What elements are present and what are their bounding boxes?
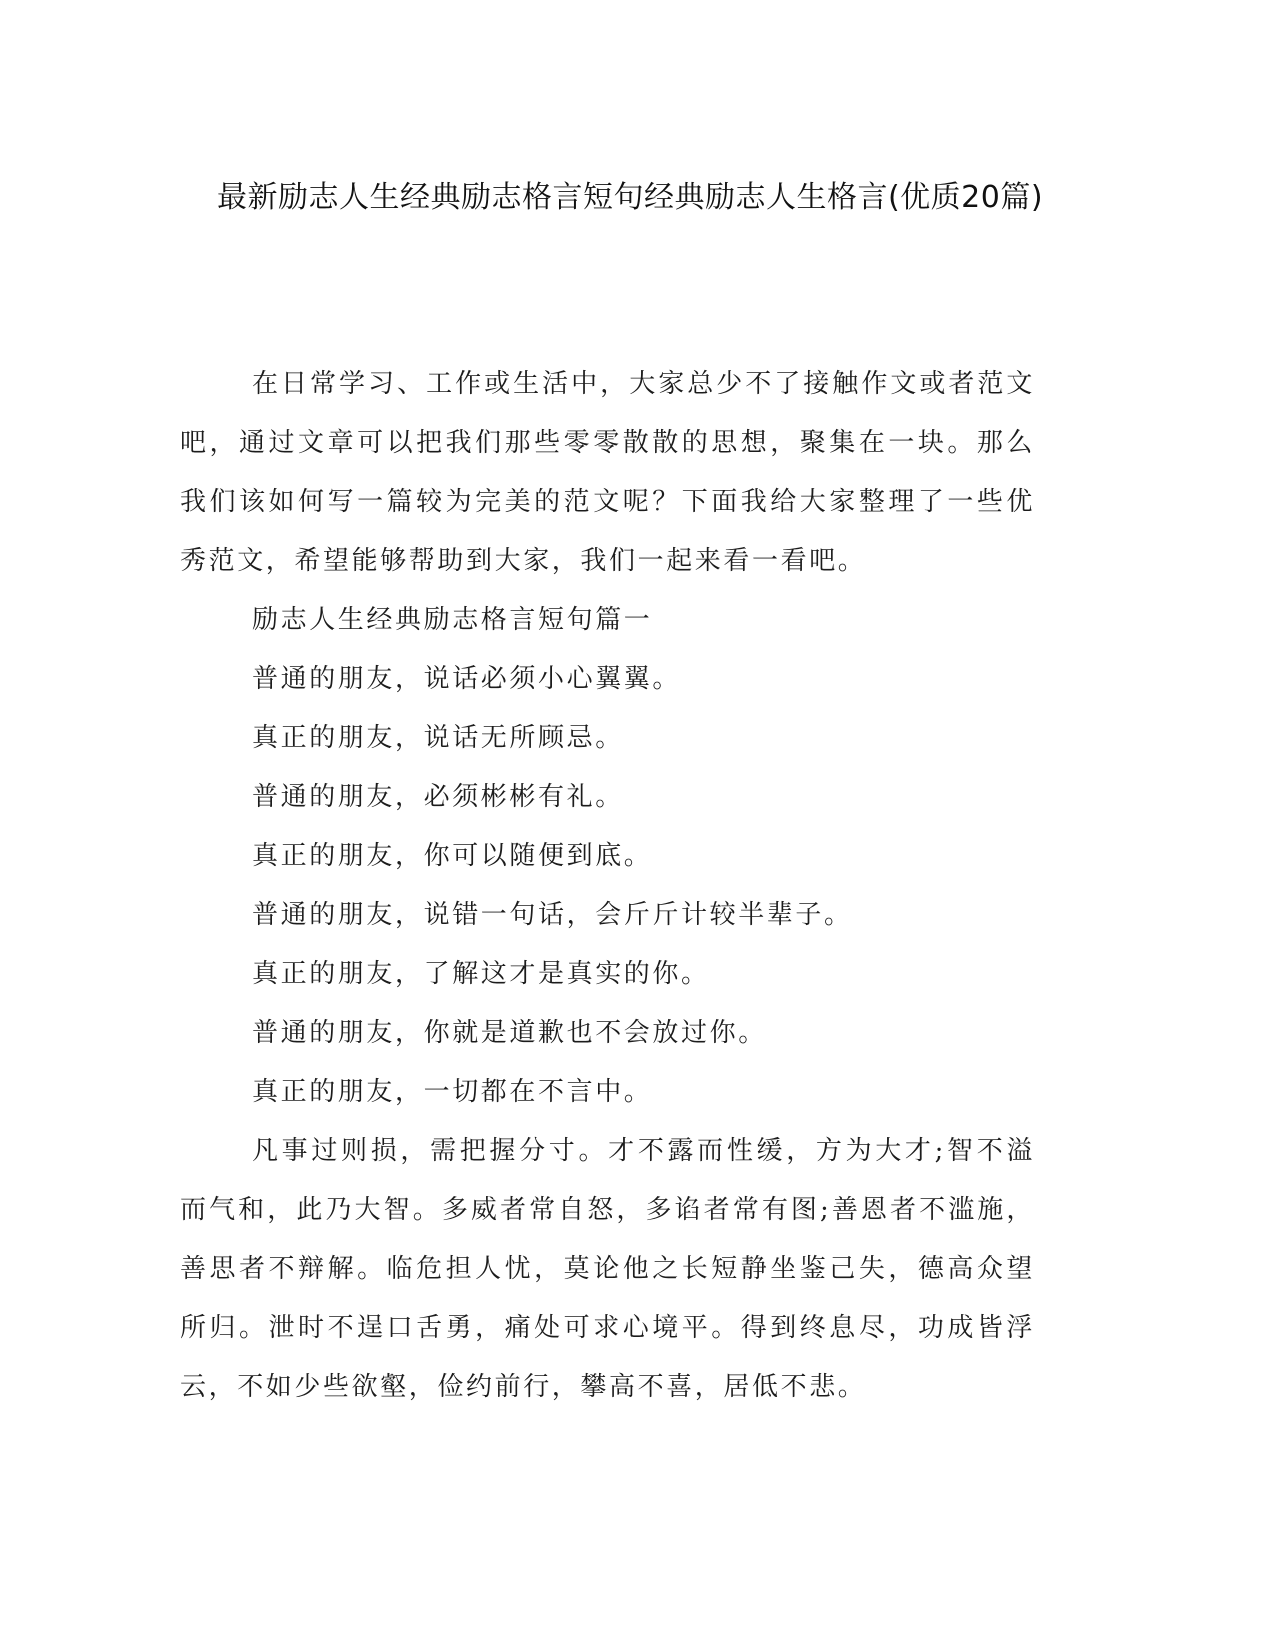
section-heading: 励志人生经典励志格言短句篇一 <box>252 605 653 635</box>
quote-line: 真正的朋友，你可以随便到底。 <box>252 841 653 871</box>
quote-line: 普通的朋友，必须彬彬有礼。 <box>252 782 624 812</box>
quote-line: 真正的朋友，说话无所顾忌。 <box>252 723 624 753</box>
quote-line: 普通的朋友，说错一句话，会斤斤计较半辈子。 <box>252 900 853 930</box>
quote-line: 普通的朋友，你就是道歉也不会放过你。 <box>252 1018 767 1048</box>
document-title: 最新励志人生经典励志格言短句经典励志人生格言(优质20篇) <box>216 180 1044 215</box>
body-paragraph: 凡事过则损，需把握分寸。才不露而性缓，方为大才;智不溢而气和，此乃大智。多威者常自怒，多谄者常有图;善恩者不滥施，善思者不辩解。临危担人忧，莫论他之长短静坐鉴己失，德高众望所归。泄时不逞口舌勇，痛处可求心境平。得到终息尽，功成皆浮云，不如少些欲壑，俭约前行，攀高不喜，居低不悲。 <box>180 1136 1035 1402</box>
document-body <box>180 355 1035 1417</box>
intro-paragraph: 在日常学习、工作或生活中，大家总少不了接触作文或者范文吧，通过文章可以把我们那些零零散散的思想，聚集在一块。那么我们该如何写一篇较为完美的范文呢？下面我给大家整理了一些优秀范文，希望能够帮助到大家，我们一起来看一看吧。 <box>180 369 1035 576</box>
quote-line: 真正的朋友，了解这才是真实的你。 <box>252 959 710 989</box>
quote-line: 真正的朋友，一切都在不言中。 <box>252 1077 653 1107</box>
quote-line: 普通的朋友，说话必须小心翼翼。 <box>252 664 682 694</box>
